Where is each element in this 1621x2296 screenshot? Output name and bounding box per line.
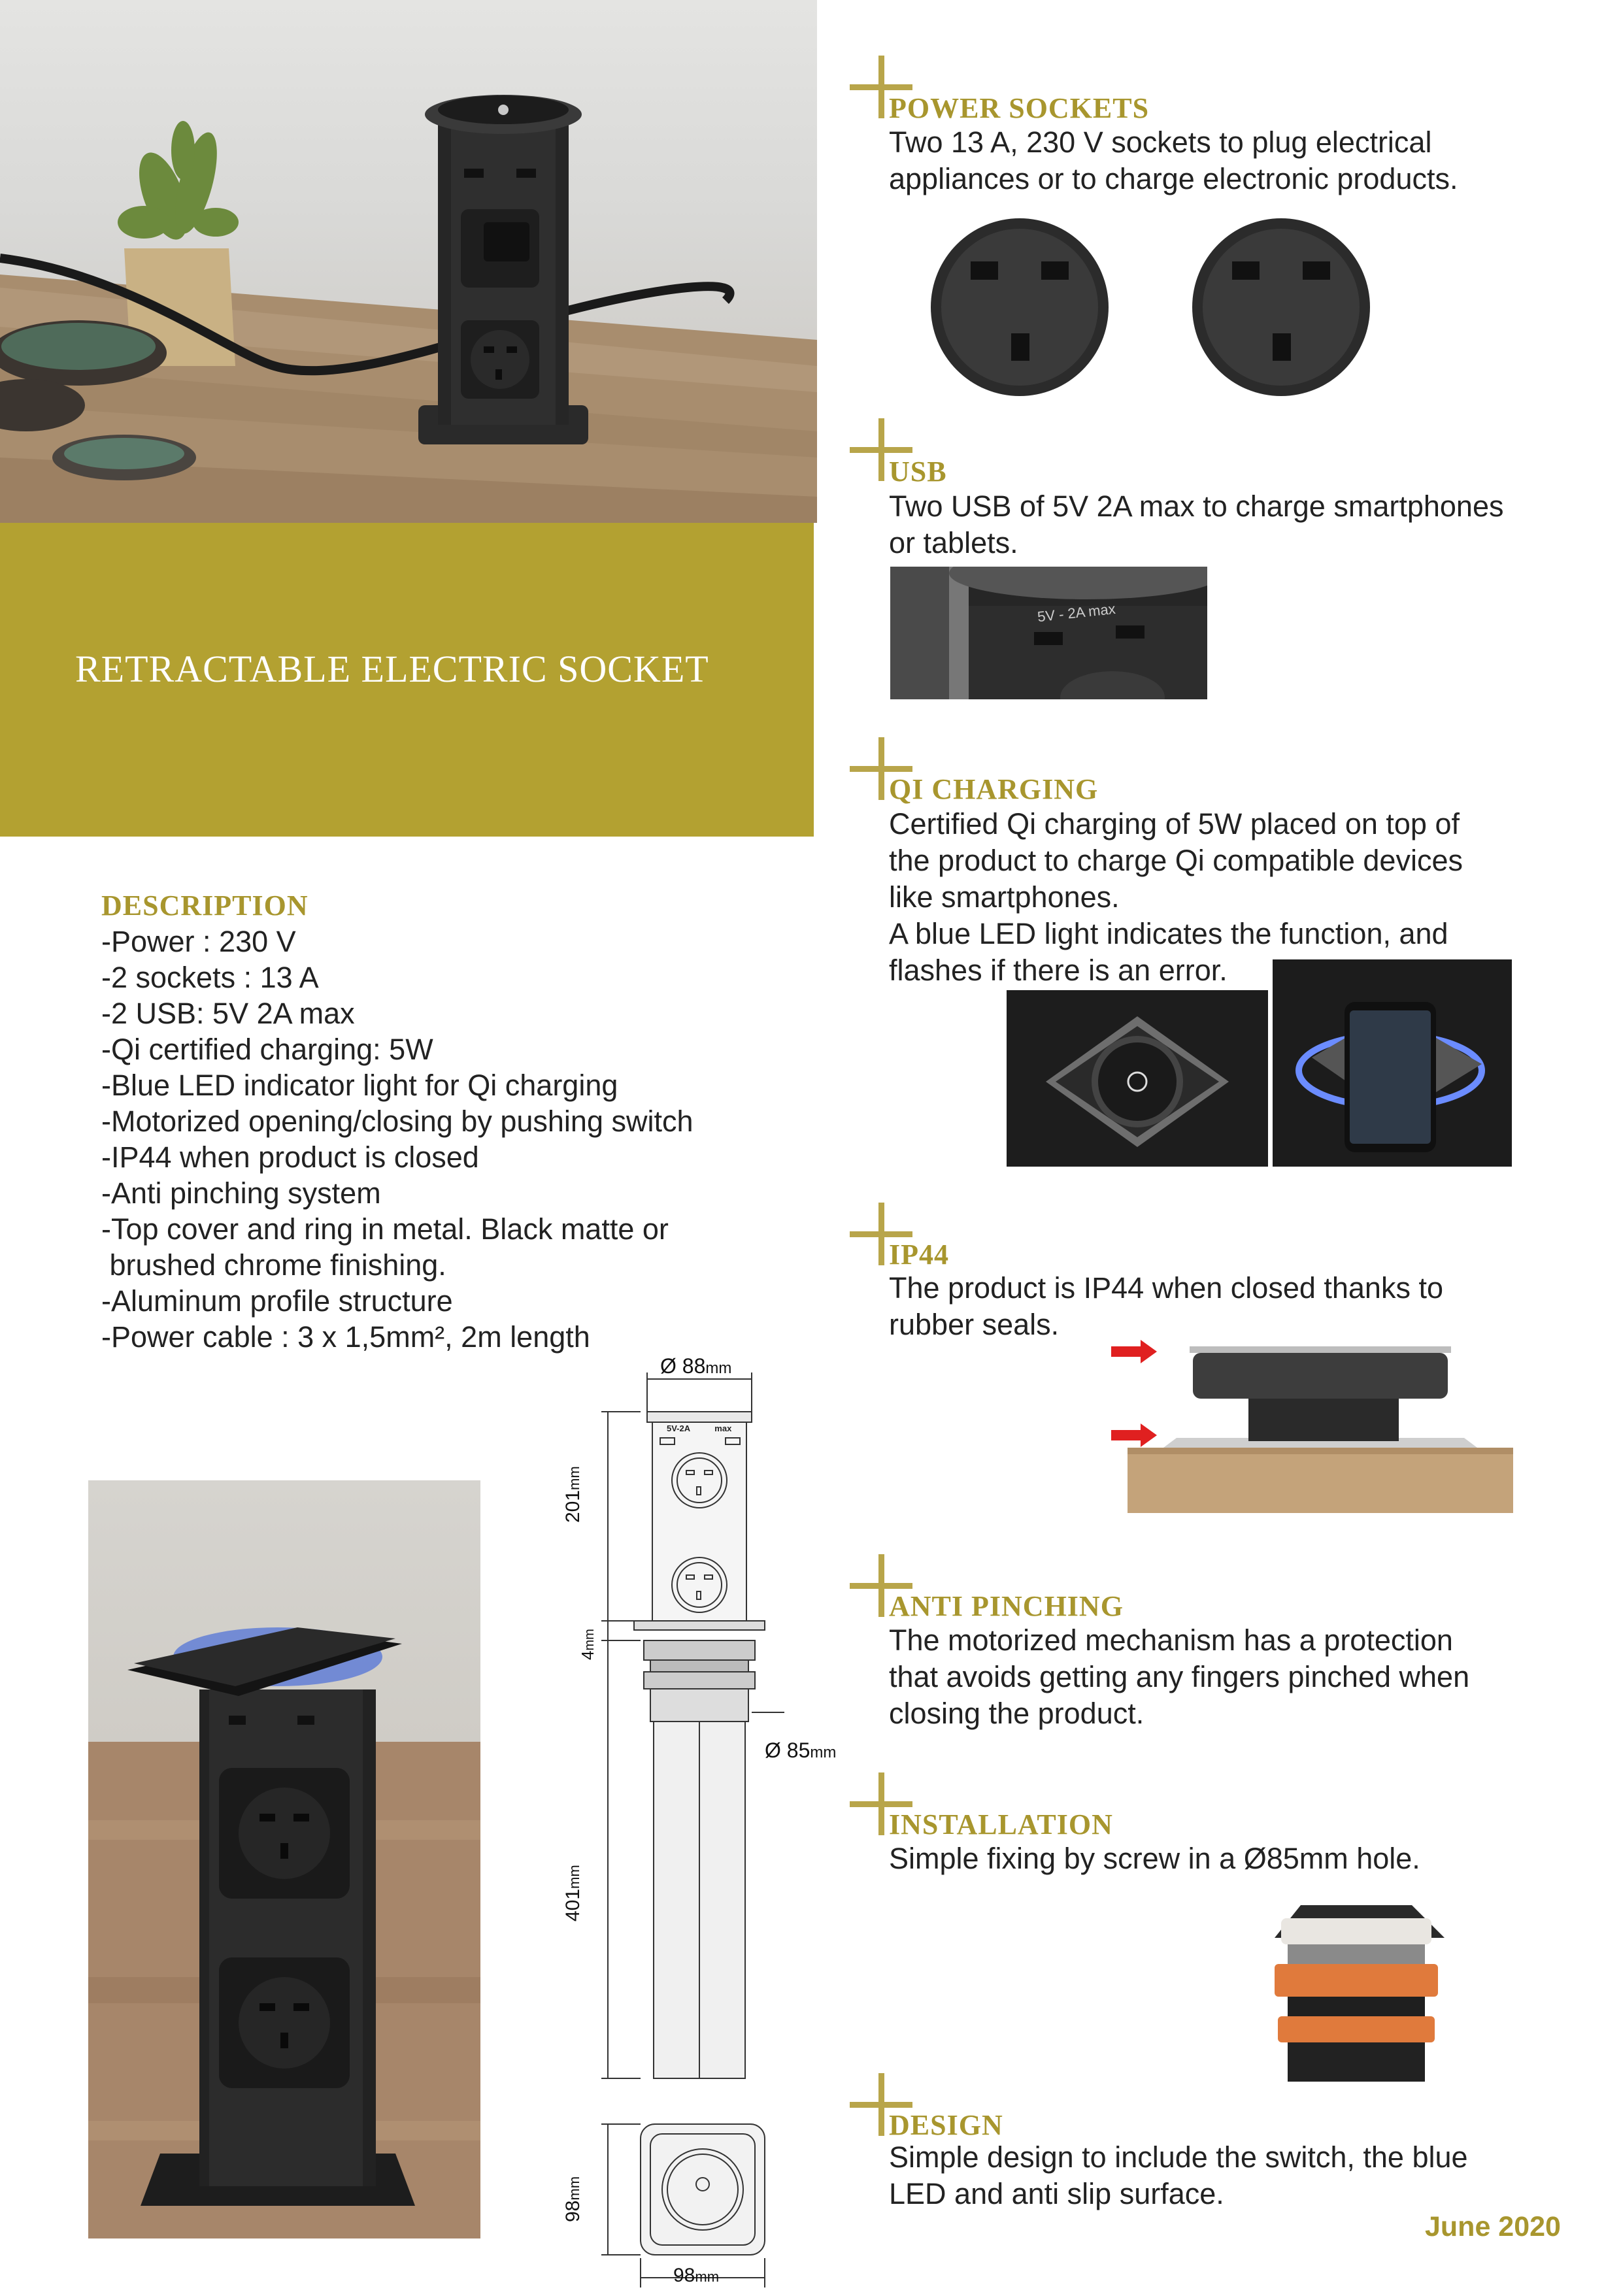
section-text-power-sockets: Two 13 A, 230 V sockets to plug electrical appliances or to charge electronic products. bbox=[889, 125, 1458, 195]
usb-photo-label: 5V - 2A max bbox=[1036, 600, 1116, 625]
technical-drawing bbox=[562, 1354, 856, 2293]
usb-photo bbox=[890, 567, 1207, 699]
hero-title: RETRACTABLE ELECTRIC SOCKET bbox=[75, 648, 709, 690]
dim-base-width-unit: mm bbox=[695, 2269, 720, 2285]
description-line: -Anti pinching system bbox=[101, 1176, 381, 1210]
description-line: -Power cable : 3 x 1,5mm², 2m length bbox=[101, 1320, 590, 1354]
section-title-power-sockets: POWER SOCKETS bbox=[889, 92, 1150, 124]
section-title-qi-charging: QI CHARGING bbox=[889, 773, 1099, 805]
qi-photo-phone-svg bbox=[1273, 959, 1512, 1167]
description-line: -2 USB: 5V 2A max bbox=[101, 997, 355, 1030]
description-line: -Top cover and ring in metal. Black matte or bbox=[101, 1212, 669, 1246]
drawing-usb-label-max: max bbox=[714, 1423, 732, 1433]
qi-photo-phone bbox=[1273, 959, 1512, 1167]
section-title-anti-pinching: ANTI PINCHING bbox=[889, 1590, 1124, 1622]
dim-top-height bbox=[562, 1466, 584, 1523]
section-text-installation: Simple fixing by screw in a Ø85mm hole. bbox=[889, 1842, 1420, 1875]
footer-date: June 2020 bbox=[1425, 2211, 1561, 2242]
section-title-installation: INSTALLATION bbox=[889, 1808, 1113, 1840]
section-text-usb: Two USB of 5V 2A max to charge smartphones or tablets. bbox=[889, 490, 1504, 559]
socket-faces-svg bbox=[918, 216, 1441, 399]
dim-top-height-value: 201 bbox=[562, 1489, 584, 1523]
dim-base-height bbox=[562, 2176, 584, 2222]
power-sockets-images bbox=[918, 216, 1441, 399]
dim-base-height-value: 98 bbox=[562, 2200, 584, 2222]
arrow-icon bbox=[1111, 1340, 1157, 1363]
dim-body-height-unit: mm bbox=[566, 1865, 582, 1889]
dim-body-diameter-value: Ø 85 bbox=[765, 1739, 811, 1762]
section-text-qi-charging: Certified Qi charging of 5W placed on top of the product to charge Qi compatible devices like smartphones. A blue LED light indicates the function, and flashes if there is an error. bbox=[889, 807, 1463, 987]
description-line: -Blue LED indicator light for Qi charging bbox=[101, 1069, 618, 1102]
socket-face bbox=[1192, 218, 1370, 396]
description-line: -Qi certified charging: 5W bbox=[101, 1033, 433, 1066]
section-title-ip44: IP44 bbox=[889, 1239, 949, 1271]
dim-body-diameter bbox=[765, 1739, 836, 1763]
socket-face bbox=[931, 218, 1109, 396]
section-title-usb: USB bbox=[889, 456, 947, 488]
description-list bbox=[101, 923, 694, 1355]
dim-body-height bbox=[562, 1865, 584, 1922]
dim-body-diameter-unit: mm bbox=[810, 1744, 837, 1761]
dim-base-width-value: 98 bbox=[673, 2265, 695, 2286]
usb-photo-svg bbox=[890, 567, 1207, 699]
description-line: -Power : 230 V bbox=[101, 925, 296, 958]
dim-ring-height bbox=[578, 1629, 598, 1660]
dim-ring-height-value: 4 bbox=[578, 1650, 597, 1660]
dim-base-height-unit: mm bbox=[566, 2176, 582, 2201]
section-title-design: DESIGN bbox=[889, 2109, 1003, 2141]
section-text-design: Simple design to include the switch, the blue LED and anti slip surface. bbox=[889, 2140, 1468, 2210]
hero-photo bbox=[0, 0, 817, 523]
drawing-usb-label-text: 5V-2A bbox=[667, 1423, 690, 1433]
dim-top-diameter bbox=[660, 1354, 731, 1378]
dim-top-diameter-unit: mm bbox=[705, 1359, 732, 1377]
dim-body-height-value: 401 bbox=[562, 1888, 584, 1922]
installation-image bbox=[1262, 1899, 1458, 2082]
description-line: brushed chrome finishing. bbox=[101, 1248, 446, 1282]
ip44-image bbox=[1111, 1333, 1516, 1516]
section-text-ip44: The product is IP44 when closed thanks to rubber seals. bbox=[889, 1271, 1443, 1341]
hero-photo-svg bbox=[0, 0, 817, 523]
product-photo bbox=[88, 1480, 480, 2238]
dim-ring-height-unit: mm bbox=[582, 1629, 597, 1651]
product-photo-svg bbox=[88, 1480, 480, 2238]
technical-drawing-svg bbox=[569, 1359, 856, 2293]
installation-image-svg bbox=[1262, 1899, 1458, 2082]
dim-top-diameter-value: Ø 88 bbox=[660, 1354, 706, 1378]
dim-base-width bbox=[673, 2265, 719, 2287]
drawing-usb-label bbox=[667, 1423, 731, 1433]
section-text-anti-pinching: The motorized mechanism has a protection that avoids getting any fingers pinched when closing the product. bbox=[889, 1623, 1470, 1730]
dim-top-height-unit: mm bbox=[566, 1466, 582, 1490]
qi-photo-switch-svg bbox=[1007, 990, 1268, 1167]
description-heading: DESCRIPTION bbox=[101, 890, 309, 922]
ip44-image-svg bbox=[1111, 1333, 1516, 1516]
qi-photo-switch bbox=[1007, 990, 1268, 1167]
description-line: -2 sockets : 13 A bbox=[101, 961, 319, 994]
arrow-icon bbox=[1111, 1423, 1157, 1447]
description-line: -Motorized opening/closing by pushing switch bbox=[101, 1105, 694, 1138]
description-line: -Aluminum profile structure bbox=[101, 1284, 453, 1318]
description-line: -IP44 when product is closed bbox=[101, 1140, 479, 1174]
